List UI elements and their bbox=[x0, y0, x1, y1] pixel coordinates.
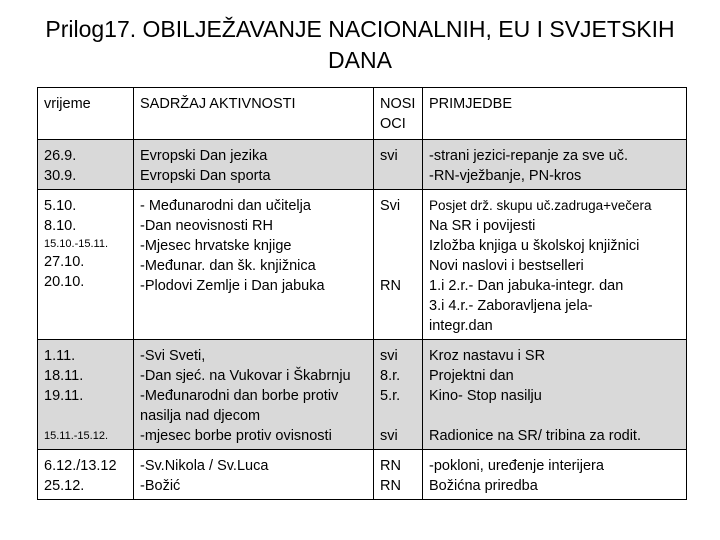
table-row bbox=[38, 340, 687, 450]
time-entry: 1.11. bbox=[44, 348, 76, 364]
title-line-2: DANA bbox=[328, 47, 392, 73]
header-holders-line-2: OCI bbox=[380, 116, 406, 132]
row3-notes bbox=[423, 340, 687, 450]
note-entry: -RN-vježbanje, PN-kros bbox=[429, 168, 582, 184]
time-entry: 26.9. bbox=[44, 148, 77, 164]
content-entry: -Mjesec hrvatske knjige bbox=[140, 238, 292, 254]
note-entry: Na SR i povijesti bbox=[429, 218, 536, 234]
note-entry: Božićna priredba bbox=[429, 478, 538, 494]
row4-notes bbox=[423, 450, 687, 500]
row3-time bbox=[38, 340, 134, 450]
table-row bbox=[38, 450, 687, 500]
row2-holders bbox=[374, 190, 423, 340]
time-entry: 15.10.-15.11. bbox=[44, 238, 109, 250]
note-entry: -strani jezici-repanje za sve uč. bbox=[429, 148, 629, 164]
time-entry: 6.12./13.12 bbox=[44, 458, 117, 474]
time-entry: 27.10. bbox=[44, 254, 85, 270]
row2-notes bbox=[423, 190, 687, 340]
time-entry: 18.11. bbox=[44, 368, 84, 384]
row4-holders bbox=[374, 450, 423, 500]
page-title bbox=[0, 14, 720, 76]
row3-holders bbox=[374, 340, 423, 450]
row2-content bbox=[134, 190, 374, 340]
row2-time bbox=[38, 190, 134, 340]
holder-entry: 5.r. bbox=[380, 388, 401, 404]
content-entry: - Međunarodni dan učitelja bbox=[140, 198, 311, 214]
note-entry: -pokloni, uređenje interijera bbox=[429, 458, 604, 474]
table-row bbox=[38, 140, 687, 190]
row1-holders bbox=[374, 140, 423, 190]
holder-entry: svi bbox=[380, 428, 398, 444]
row1-content bbox=[134, 140, 374, 190]
content-entry: Evropski Dan jezika bbox=[140, 148, 268, 164]
note-entry: 1.i 2.r.- Dan jabuka-integr. dan bbox=[429, 278, 624, 294]
content-entry: -mjesec borbe protiv ovisnosti bbox=[140, 428, 332, 444]
row4-content bbox=[134, 450, 374, 500]
time-entry: 20.10. bbox=[44, 274, 85, 290]
time-entry: 30.9. bbox=[44, 168, 77, 184]
row1-time bbox=[38, 140, 134, 190]
note-entry: Izložba knjiga u školskoj knjižnici bbox=[429, 238, 640, 254]
holder-entry: RN bbox=[380, 458, 401, 474]
note-entry: Kroz nastavu i SR bbox=[429, 348, 546, 364]
table-row bbox=[38, 190, 687, 340]
content-entry: -Plodovi Zemlje i Dan jabuka bbox=[140, 278, 325, 294]
note-entry: Posjet drž. skupu uč.zadruga+večera bbox=[429, 198, 652, 213]
content-entry: nasilja nad djecom bbox=[140, 408, 261, 424]
content-entry: -Sv.Nikola / Sv.Luca bbox=[140, 458, 269, 474]
time-entry: 5.10. bbox=[44, 198, 77, 214]
header-time: vrijeme bbox=[38, 88, 134, 140]
header-holders-line-1: NOSI bbox=[380, 96, 416, 112]
holder-entry: Svi bbox=[380, 198, 401, 214]
header-content: SADRŽAJ AKTIVNOSTI bbox=[134, 88, 374, 140]
row3-content bbox=[134, 340, 374, 450]
holder-entry: RN bbox=[380, 278, 401, 294]
content-entry: -Svi Sveti, bbox=[140, 348, 206, 364]
note-entry: Radionice na SR/ tribina za rodit. bbox=[429, 428, 641, 444]
table-header-row bbox=[38, 88, 687, 140]
note-entry: 3.i 4.r.- Zaboravljena jela- bbox=[429, 298, 593, 314]
note-entry: Kino- Stop nasilju bbox=[429, 388, 542, 404]
header-notes: PRIMJEDBE bbox=[423, 88, 687, 140]
holder-entry: RN bbox=[380, 478, 401, 494]
note-entry: integr.dan bbox=[429, 318, 493, 334]
row1-notes bbox=[423, 140, 687, 190]
time-entry: 25.12. bbox=[44, 478, 85, 494]
content-entry: -Božić bbox=[140, 478, 181, 494]
content-entry: -Dan neovisnosti RH bbox=[140, 218, 273, 234]
title-line-1: Prilog17. OBILJEŽAVANJE NACIONALNIH, EU I SVJETSKIH bbox=[45, 16, 675, 42]
time-entry: 19.11. bbox=[44, 388, 84, 404]
header-holders bbox=[374, 88, 423, 140]
activities-table bbox=[37, 87, 687, 500]
content-entry: -Međunarodni dan borbe protiv bbox=[140, 388, 339, 404]
row4-time bbox=[38, 450, 134, 500]
content-entry: -Međunar. dan šk. knjižnica bbox=[140, 258, 316, 274]
note-entry: Novi naslovi i bestselleri bbox=[429, 258, 584, 274]
time-entry: 15.11.-15.12. bbox=[44, 430, 109, 442]
holder-entry: svi bbox=[380, 348, 398, 364]
content-entry: -Dan sjeć. na Vukovar i Škabrnju bbox=[140, 368, 351, 384]
content-entry: Evropski Dan sporta bbox=[140, 168, 271, 184]
holder-entry: 8.r. bbox=[380, 368, 401, 384]
time-entry: 8.10. bbox=[44, 218, 77, 234]
note-entry: Projektni dan bbox=[429, 368, 514, 384]
holder-entry: svi bbox=[380, 148, 398, 164]
